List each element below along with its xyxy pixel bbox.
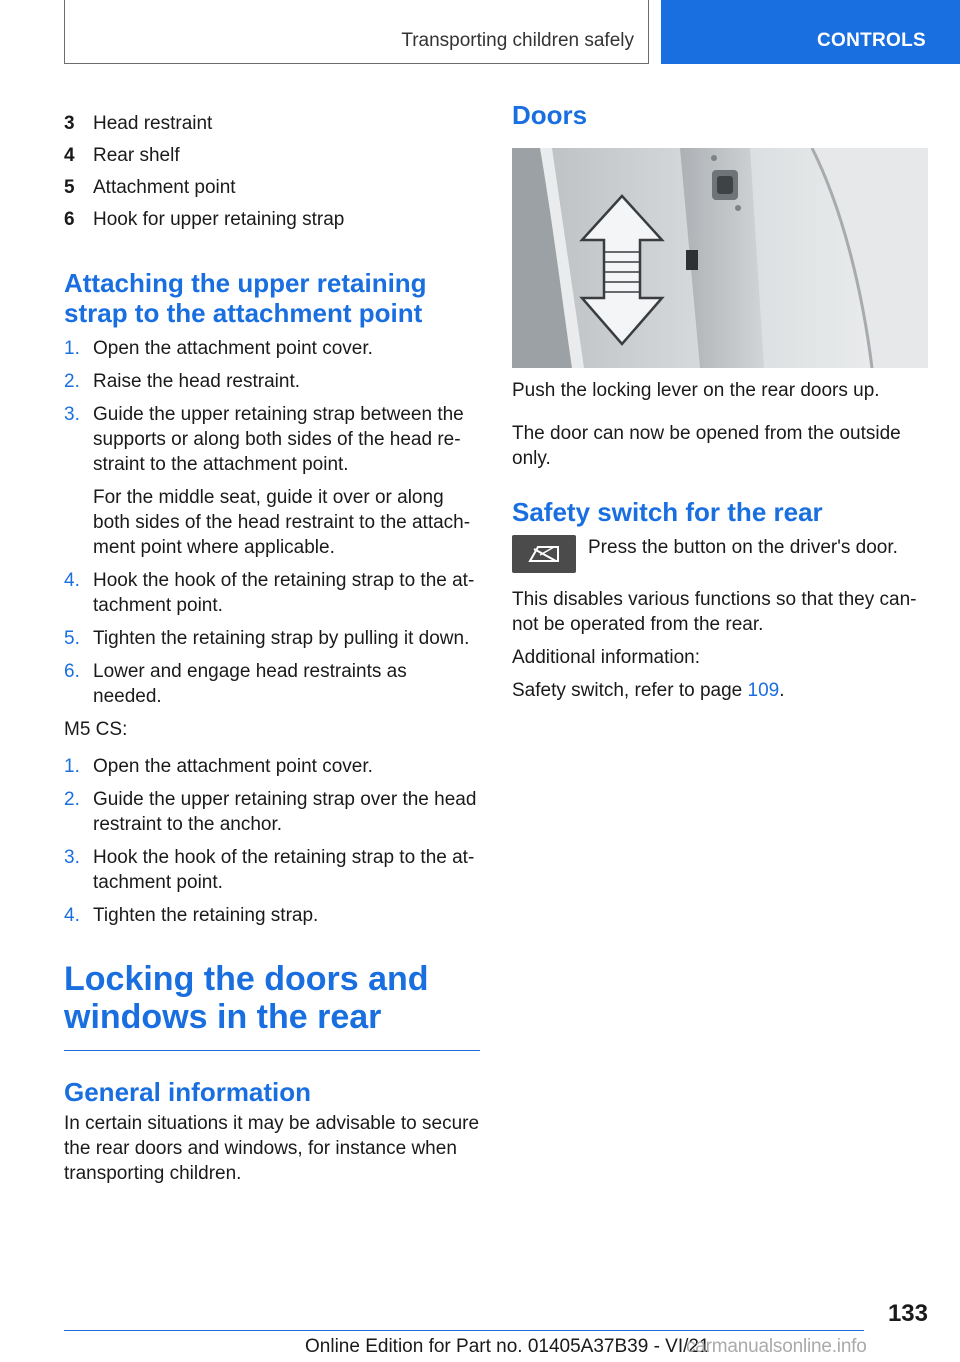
general-heading: General information <box>64 1077 312 1107</box>
legend-item: 4 Rear shelf <box>64 145 180 166</box>
m5-steps <box>64 754 480 928</box>
safety-reference: Safety switch, refer to page 109. <box>512 680 785 701</box>
page-header <box>0 0 960 66</box>
safety-switch-row <box>512 535 928 573</box>
step-item: 3. Guide the upper retaining strap between the supports or along both sides of the head re‐ straint to the attachment point. For the middle seat, guide it over or along both sides of the head restraint to the attach‐ ment point where applicable. <box>64 404 471 558</box>
window-lock-icon <box>512 535 576 573</box>
step-item: 4. Hook the hook of the retaining strap to the at‐ tachment point. <box>64 570 475 616</box>
right-column <box>512 100 928 703</box>
doors-heading: Doors <box>512 100 588 130</box>
step-item: 2. Guide the upper retaining strap over the head restraint to the anchor. <box>64 789 477 835</box>
additional-info-label: Additional information: <box>512 647 700 668</box>
legend-item: 5 Attachment point <box>64 177 236 198</box>
general-text: In certain situations it may be advisable to secure the rear doors and windows, for instance when transporting children. <box>64 1113 480 1184</box>
chapter-tab[interactable] <box>661 0 960 64</box>
page-reference-link[interactable]: 109 <box>747 680 780 701</box>
safety-press-text: Press the button on the driver's door. <box>588 537 898 558</box>
watermark: carmanualsonline.info <box>686 1336 867 1357</box>
legend-item: 3 Head restraint <box>64 113 213 134</box>
footer-rule <box>64 1330 864 1331</box>
door-lock-photo <box>512 148 928 368</box>
section-title: Transporting children safely <box>401 30 634 51</box>
page-number: 133 <box>887 1300 928 1327</box>
step-item: 2. Raise the head restraint. <box>64 371 301 392</box>
step-item: 1. Open the attachment point cover. <box>64 756 373 777</box>
legend-item: 6 Hook for upper retaining strap <box>64 209 345 230</box>
step-item: 4. Tighten the retaining strap. <box>64 905 319 926</box>
step-item: 6. Lower and engage head restraints as needed. <box>64 661 407 707</box>
step-item: 3. Hook the hook of the retaining strap to the at‐ tachment point. <box>64 847 475 893</box>
edition-text: Online Edition for Part no. 01405A37B39 - VI/21 <box>305 1336 710 1357</box>
figure-legend <box>64 108 480 236</box>
safety-heading: Safety switch for the rear <box>512 497 823 527</box>
left-column <box>64 108 480 1186</box>
m5-label: M5 CS: <box>64 719 128 740</box>
safety-disable-text: This disables various functions so that they can‐ not be operated from the rear. <box>512 589 917 635</box>
attach-heading: Attaching the upper retaining strap to the attachment point <box>64 268 427 328</box>
doors-text-1: Push the locking lever on the rear doors up. <box>512 380 880 401</box>
section-tab <box>64 0 649 64</box>
doors-text-2: The door can now be opened from the outside only. <box>512 423 901 469</box>
locking-heading: Locking the doors and windows in the rear <box>64 960 480 1051</box>
step-item: 1. Open the attachment point cover. <box>64 338 373 359</box>
attach-steps <box>64 336 480 709</box>
step-item: 5. Tighten the retaining strap by pulling it down. <box>64 628 470 649</box>
chapter-title: CONTROLS <box>816 30 926 51</box>
